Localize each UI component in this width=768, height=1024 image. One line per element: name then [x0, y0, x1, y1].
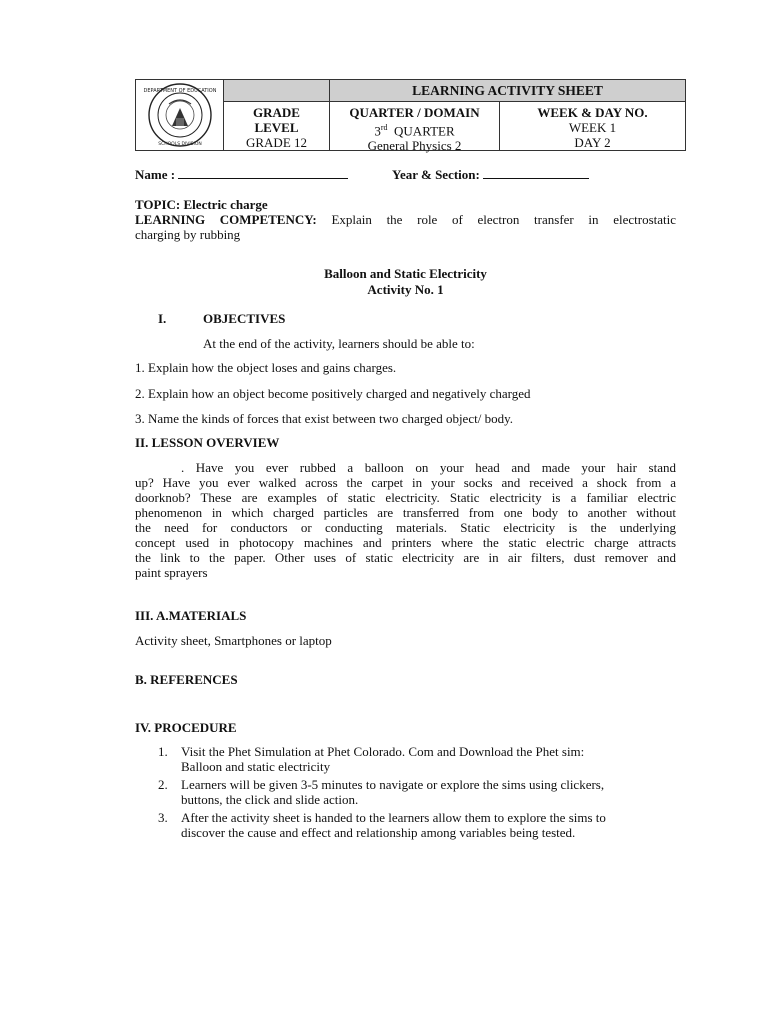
- year-section-blank[interactable]: [483, 166, 589, 179]
- header-table: [135, 79, 686, 154]
- year-section-field[interactable]: [392, 166, 589, 182]
- objectives-intro: At the end of the activity, learners should be able to:: [203, 336, 475, 351]
- competency-line: [135, 212, 676, 227]
- overview-line: up? Have you ever walked across the carpet in your socks and received a shock from a: [135, 475, 676, 490]
- activity-number: Activity No. 1: [367, 282, 444, 297]
- sheet-title: LEARNING ACTIVITY SHEET: [412, 83, 603, 98]
- quarter-number: 3: [374, 123, 381, 139]
- overview-line: the link to the paper. Other uses of static electricity are in air filters, dust remover and: [135, 550, 676, 565]
- procedure-step-text: Balloon and static electricity: [181, 759, 331, 774]
- week-label: WEEK & DAY NO.: [537, 105, 648, 120]
- overview-line: doorknob? These are examples of static electricity. Static electricity is a familiar electric: [135, 490, 676, 505]
- procedure-step-text: Learners will be given 3-5 minutes to navigate or explore the sims using clickers,: [181, 777, 605, 792]
- procedure-step-text: discover the cause and effect and relationship among variables being tested.: [181, 825, 576, 840]
- quarter-suffix: rd: [380, 123, 388, 132]
- topic-label: TOPIC:: [135, 197, 181, 212]
- name-blank[interactable]: [178, 166, 348, 179]
- procedure-step-number: 3.: [158, 810, 168, 825]
- overview-line: concept used in photocopy machines and printers where the static electric charge attracts: [135, 535, 676, 550]
- week-value: WEEK 1: [568, 120, 617, 135]
- quarter-word: QUARTER: [394, 123, 455, 139]
- procedure-step-number: 2.: [158, 777, 168, 792]
- level-label: LEVEL: [254, 120, 299, 135]
- grade-value: GRADE 12: [245, 135, 308, 150]
- objectives-heading: OBJECTIVES: [203, 311, 286, 326]
- procedure-step-text: After the activity sheet is handed to the learners allow them to explore the sims to: [181, 810, 606, 825]
- procedure-step-number: 1.: [158, 744, 168, 759]
- name-label: Name :: [135, 167, 176, 182]
- overview-line: . Have you ever rubbed a balloon on your head and made your hair stand: [181, 460, 676, 475]
- objectives-numeral: I.: [158, 311, 167, 326]
- overview-line: the need for conductors or conducting materials. Static electricity is the underlying: [135, 520, 676, 535]
- objective-item: 1. Explain how the object loses and gains charges.: [135, 360, 397, 375]
- week-column: [500, 102, 685, 150]
- quarter-value: [330, 120, 499, 138]
- competency-label: LEARNING COMPETENCY:: [135, 212, 317, 227]
- name-field[interactable]: [135, 166, 348, 182]
- materials-heading: III. A.MATERIALS: [135, 608, 247, 623]
- overview-line: phenomenon in which charged particles are transferred from one body to another without: [135, 505, 676, 520]
- year-section-label: Year & Section:: [392, 167, 480, 182]
- procedure-step-text: Visit the Phet Simulation at Phet Colorado. Com and Download the Phet sim:: [181, 744, 585, 759]
- day-value: DAY 2: [574, 135, 611, 150]
- deped-seal: [136, 80, 224, 150]
- domain-value: General Physics 2: [367, 138, 462, 154]
- topic-value: Electric charge: [183, 197, 268, 212]
- deped-seal-icon: [139, 82, 221, 148]
- quarter-column: [330, 102, 500, 154]
- objective-item: 3. Name the kinds of forces that exist between two charged object/ body.: [135, 411, 513, 426]
- competency-value: Explain the role of electron transfer in electrostatic: [331, 212, 677, 227]
- topic-line: [135, 197, 268, 212]
- materials-text: Activity sheet, Smartphones or laptop: [135, 633, 332, 648]
- procedure-heading: IV. PROCEDURE: [135, 720, 237, 735]
- procedure-step-text: buttons, the click and slide action.: [181, 792, 359, 807]
- objective-item: 2. Explain how an object become positively charged and negatively charged: [135, 386, 531, 401]
- svg-text:DEPARTMENT OF EDUCATION: DEPARTMENT OF EDUCATION: [143, 88, 216, 94]
- grade-column: [224, 102, 330, 150]
- grade-label: GRADE: [253, 105, 300, 120]
- overview-line: paint sprayers: [135, 565, 208, 580]
- references-heading: B. REFERENCES: [135, 672, 238, 687]
- quarter-label: QUARTER / DOMAIN: [349, 105, 480, 120]
- svg-text:SCHOOLS DIVISION: SCHOOLS DIVISION: [157, 142, 202, 147]
- overview-heading: II. LESSON OVERVIEW: [135, 435, 280, 450]
- activity-title: Balloon and Static Electricity: [324, 266, 487, 281]
- competency-line-2: charging by rubbing: [135, 227, 241, 242]
- header-shade-left: [224, 80, 330, 102]
